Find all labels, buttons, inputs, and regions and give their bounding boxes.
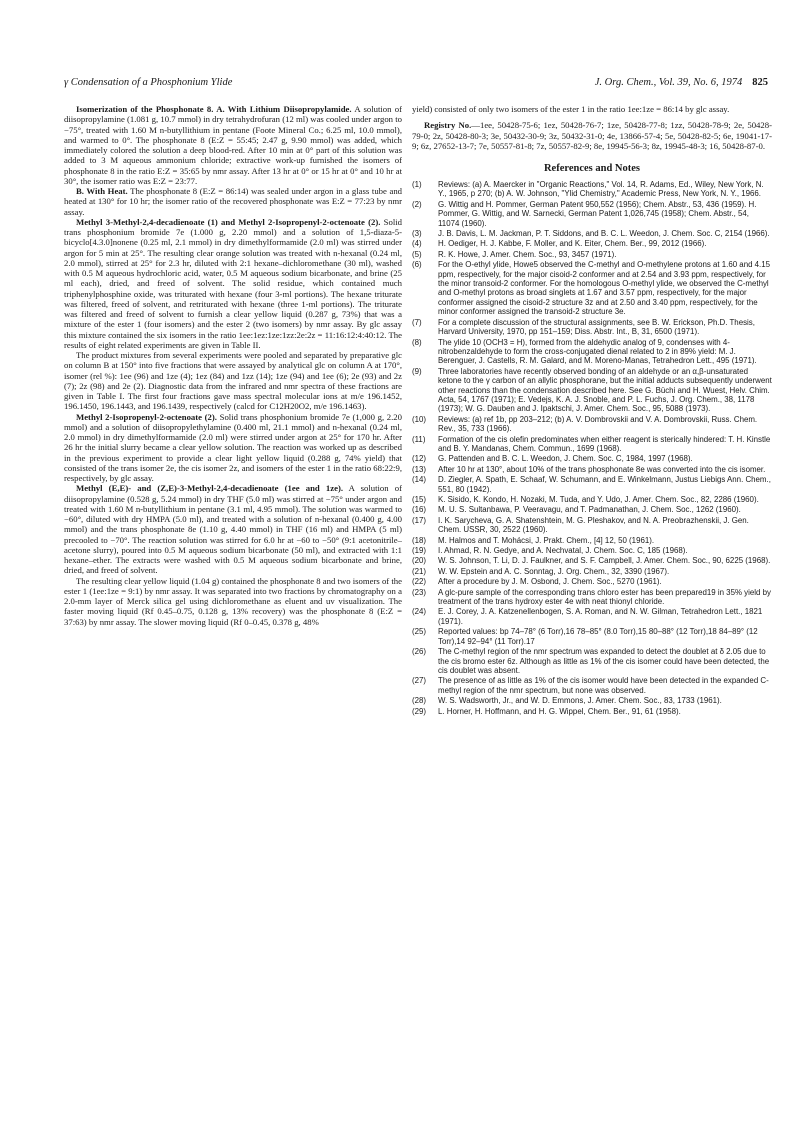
reference-item	[412, 707, 772, 716]
reference-number: (18)	[412, 535, 427, 545]
reference-number: (11)	[412, 434, 426, 444]
reference-number: (10)	[412, 414, 427, 424]
reference-item	[412, 318, 772, 337]
reference-text: For the O-ethyl ylide, Howe5 observed the C-methyl and O-methylene protons at 1.60 and 4.15 ppm, respectively, for the major cisoid-2 conformer and at 2.54 and 3.93 ppm, respectively, for the minor transoid-2 conformer. For the homologous O-methyl ylide, we observed the C-methyl and O-methyl protons as broad singlets at 1.67 and 3.57 ppm, respectively, for the major conformer assigned the cisoid-2 structure 3z and at 2.50 and 3.40 ppm, respectively, for the minor conformer assigned the transoid-2 structure 3e.	[438, 260, 771, 317]
reference-text: G. Wittig and H. Pommer, German Patent 950,552 (1956); Chem. Abstr., 53, 436 (1959). H. Pommer, G. Wittig, and W. Sarnecki, German Patent 1,026,745 (1958); Chem. Abstr., 54, 11074 (1960).	[438, 199, 757, 228]
paragraph-text: Solid trans phosphonium bromide 7e (1,000 g, 2.20 mmol) and a solution of diisopropylethylamine (0.400 ml, 21.1 mmol) and n-hexanal (0.24 ml, 2.0 mmol) in dry dimethylformamide (2.0 ml) were stirred under argon at 25° for 170 hr. After 26 hr the initial slurry became a clear yellow solution. The reaction was worked up as described in the previous experiment to provide a clear light yellow liquid (0.288 g, 74% yield) that consisted of the trans isomer 2e, the cis isomer 2z, and isomers of the ester 1 in the ratio 68:22:9, respectively, by glc assay.	[64, 411, 402, 483]
reference-number: (8)	[412, 337, 422, 347]
reference-number: (20)	[412, 556, 427, 566]
paragraph-text: The resulting clear yellow liquid (1.04 g) contained the phosphonate 8 and two isomers of the ester 1 (1ee:1ze = 9:1) by nmr assay. It was separated into two fractions by chromatography on a 2.0-mm layer of Merck silica gel using dichloromethane as eluent and uv visualization. The faster moving liquid (Rf 0.45–0.75, 0.128 g, 13% recovery) was the phosphonate 8 (E:Z = 37:63) by nmr assay. The slower moving liquid (Rf 0–0.45, 0.378 g, 48%	[64, 575, 402, 627]
paragraph-ee-ze-decadienoate	[64, 483, 402, 575]
reference-item	[412, 260, 772, 316]
paragraph-continuation: yield) consisted of only two isomers of the ester 1 in the ratio 1ee:1ze = 86:14 by glc assay.	[412, 104, 730, 114]
reference-item	[412, 180, 772, 199]
right-column	[412, 104, 772, 1104]
reference-text: Reported values: bp 74–78° (6 Torr),16 78–85° (8.0 Torr),15 80–88° (12 Torr),18 84–89° (12 Torr),14 92–94° (11 Torr).17	[438, 627, 758, 646]
paragraph-lead: Methyl 3-Methyl-2,4-decadienoate (1) and Methyl 2-Isopropenyl-2-octenoate (2).	[76, 216, 381, 227]
reference-number: (4)	[412, 239, 422, 249]
paragraph-text: A solution of diisopropylamine (1.081 g, 10.7 mmol) in dry tetrahydrofuran (12 ml) was cooled under argon to −75°, treated with 1.60 M n-butyllithium in pentane (Foote Mineral Co.; 6.25 ml, 10.0 mmol), and warmed to 0°. The phosphonate 8 (E:Z = 55:45; 2.47 g, 9.90 mmol) was added, which immediately colored the solution a deep blood-red. After 10 min at 0° part of this solution was added to 3 M aqueous ammonium chloride; extractive work-up furnished the isomers of phosphonate 8 in the ratio E:Z = 35:65 by nmr assay. After 13 hr at 0° or 15 hr at 0° and 10 hr at 30°, the isomer ratio was E:Z = 23:77.	[64, 104, 402, 186]
reference-item	[412, 495, 772, 504]
reference-text: I. Ahmad, R. N. Gedye, and A. Nechvatal, J. Chem. Soc. C, 185 (1968).	[438, 546, 688, 556]
reference-text: M. U. S. Sultanbawa, P. Veeravagu, and T. Padmanathan, J. Chem. Soc., 1262 (1960).	[438, 505, 741, 515]
running-header	[64, 77, 768, 93]
reference-number: (26)	[412, 647, 427, 657]
paragraph-product-mixtures	[64, 350, 402, 412]
reference-item	[412, 516, 772, 535]
left-column	[64, 104, 402, 1104]
reference-item	[412, 435, 772, 454]
reference-number: (5)	[412, 249, 422, 259]
reference-item	[412, 536, 772, 545]
reference-text: The presence of as little as 1% of the cis isomer would have been detected in the expanded C-methyl region of the nmr spectrum, but none was observed.	[438, 676, 769, 695]
reference-number: (19)	[412, 546, 427, 556]
reference-number: (29)	[412, 706, 427, 716]
reference-number: (22)	[412, 577, 427, 587]
reference-text: G. Pattenden and B. C. L. Weedon, J. Chem. Soc. C, 1984, 1997 (1968).	[438, 454, 693, 464]
reference-item	[412, 200, 772, 228]
reference-text: The ylide 10 (OCH3 = H), formed from the aldehydic analog of 9, condenses with 4-nitrobenzaldehyde to form the cross-conjugated dienal related to 2 in 89% yield: M. J. Berenguer, J. Castells, R. M. Galard, and M. Moreno-Manas, Tetrahedron Lett., 495 (1971).	[438, 337, 757, 366]
reference-item	[412, 577, 772, 586]
reference-text: W. S. Wadsworth, Jr., and W. D. Emmons, J. Amer. Chem. Soc., 83, 1733 (1961).	[438, 696, 722, 706]
reference-number: (13)	[412, 464, 427, 474]
registry-text: —1ee, 50428-75-6; 1ez, 50428-76-7; 1ze, 50428-77-8; 1zz, 50428-78-9; 2e, 50428-79-0; 2z, 50428-80-3; 3e, 50432-30-9; 3z, 50432-31-0; 4e, 13866-57-4; 5e, 50428-82-5; 6e, 19041-17-9; 6z, 27652-13-7; 7e, 50557-81-8; 7z, 50557-82-9; 8e, 19945-56-3; 8z, 19945-48-3; 16, 50428-87-0.	[412, 120, 772, 151]
reference-text: D. Ziegler, A. Spath, E. Schaaf, W. Schumann, and E. Winkelmann, Justus Liebigs Ann. Chem., 551, 80 (1942).	[438, 475, 771, 494]
reference-text: After a procedure by J. M. Osbond, J. Chem. Soc., 5270 (1961).	[438, 577, 662, 587]
reference-text: Three laboratories have recently observed bonding of an aldehyde or an α,β-unsaturated ketone to the γ carbon of an allylic phosphorane, but the initial adducts subsequently underwent other reactions than the condensation described here. See G. Büchi and H. Wuest, Helv. Chim. Acta, 54, 1767 (1971); E. Vedejs, K. A. J. Snoble, and P. L. Fuchs, J. Org. Chem., 38, 1178 (1973); W. G. Dauben and J. Ipaktschi, J. Amer. Chem. Soc., 95, 5088 (1973).	[438, 366, 772, 414]
paragraph-decadienoate	[64, 217, 402, 350]
running-title: γ Condensation of a Phosphonium Ylide	[64, 77, 233, 88]
paragraph-lead: Methyl 2-Isopropenyl-2-octenoate (2).	[76, 411, 217, 422]
page-number: 825	[752, 77, 768, 88]
journal-citation	[595, 77, 768, 88]
reference-number: (1)	[412, 180, 422, 189]
reference-number: (25)	[412, 627, 427, 637]
paragraph-lead: Methyl (E,E)- and (Z,E)-3-Methyl-2,4-decadienoate (1ee and 1ze).	[76, 483, 344, 494]
reference-text: Reviews: (a) ref 1b, pp 203–212; (b) A. V. Dombrovskii and V. A. Dombrovskii, Russ. Chem. Rev., 35, 733 (1966).	[438, 414, 758, 434]
registry-lead: Registry No.	[424, 120, 472, 131]
reference-item	[412, 250, 772, 259]
reference-number: (28)	[412, 696, 427, 706]
reference-item	[412, 647, 772, 675]
paragraph-text: The product mixtures from several experiments were pooled and separated by preparative glc on column B at 150° into five fractions that were assayed by analytical glc on column A at 170°, isomer (rel %): 1ee (96) and 1ze (4); 1ez (84) and 1zz (14); 1ze (94) and 1ee (6); 2e (93) and 2z (7); 2z (98) and 2e (2). Diagnostic data from the infrared and nmr spectra of these fractions are given in Table I. The first four fractions gave mass spectral molecular ions at m/e 196.1452, 196.1450, 196.1443, and 196.1439, respectively (calcd for C12H20O2, m/e 196.1463).	[64, 350, 402, 412]
paragraph-text: The phosphonate 8 (E:Z = 86:14) was sealed under argon in a glass tube and heated at 130° for 10 hr; the isomer ratio of the recovered phosphonate was E:Z = 77:23 by nmr assay.	[64, 186, 402, 217]
reference-text: R. K. Howe, J. Amer. Chem. Soc., 93, 3457 (1971).	[438, 249, 617, 259]
reference-text: W. S. Johnson, T. Li, D. J. Faulkner, and S. F. Campbell, J. Amer. Chem. Soc., 90, 6225 (1968).	[438, 556, 771, 566]
reference-item	[412, 505, 772, 514]
reference-item	[412, 696, 772, 705]
reference-item	[412, 607, 772, 626]
reference-number: (9)	[412, 366, 422, 376]
reference-item	[412, 229, 772, 238]
reference-item	[412, 546, 772, 555]
reference-item	[412, 588, 772, 607]
paragraph-lead: Isomerization of the Phosphonate 8. A. With Lithium Diisopropylamide.	[76, 104, 352, 114]
reference-item	[412, 454, 772, 463]
reference-text: L. Horner, H. Hoffmann, and H. G. Wippel, Chem. Ber., 91, 61 (1958).	[438, 706, 681, 716]
references-heading: References and Notes	[543, 163, 641, 174]
paragraph-isomerization-b	[64, 186, 402, 217]
reference-text: J. B. Davis, L. M. Jackman, P. T. Siddons, and B. C. L. Weedon, J. Chem. Soc. C, 2154 (1966).	[438, 229, 770, 239]
reference-item	[412, 465, 772, 474]
reference-text: K. Sisido, K. Kondo, H. Nozaki, M. Tuda, and Y. Udo, J. Amer. Chem. Soc., 82, 2286 (1960).	[438, 495, 759, 504]
paragraph-isopropenyl-octenoate	[64, 412, 402, 484]
reference-item	[412, 415, 772, 434]
reference-number: (12)	[412, 454, 427, 464]
paragraph-resulting-liquid	[64, 576, 402, 627]
reference-text: For a complete discussion of the structural assignments, see B. W. Erickson, Ph.D. Thesis, Harvard University, 1970, pp 151–159; Diss. Abstr. Int., B, 31, 6500 (1971).	[438, 317, 755, 337]
reference-number: (2)	[412, 199, 422, 209]
journal-info: J. Org. Chem., Vol. 39, No. 6, 1974	[594, 77, 743, 88]
reference-text: H. Oediger, H. J. Kabbe, F. Moller, and K. Eiter, Chem. Ber., 99, 2012 (1966).	[438, 239, 707, 249]
reference-text: W. W. Epstein and A. C. Sonntag, J. Org. Chem., 32, 3390 (1967).	[438, 566, 670, 576]
reference-number: (14)	[412, 475, 427, 485]
references-list	[412, 180, 772, 716]
reference-text: I. K. Sarycheva, G. A. Shatenshtein, M. G. Pleshakov, and N. A. Preobrazhenskii, J. Gen. Chem. USSR, 30, 2522 (1960).	[438, 515, 749, 535]
reference-number: (15)	[412, 495, 427, 504]
reference-text: After 10 hr at 130°, about 10% of the trans phosphonate 8e was converted into the cis isomer.	[438, 464, 766, 474]
reference-number: (27)	[412, 676, 427, 686]
reference-text: Formation of the cis olefin predominates when either reagent is sterically hindered: T. H. Kinstle and B. Y. Mandanas, Chem. Commun., 1699 (1968).	[438, 434, 771, 453]
reference-text: A glc-pure sample of the corresponding trans chloro ester has been prepared19 in 35% yield by treatment of the trans hydroxy ester 4e with neat thionyl chloride.	[438, 587, 771, 607]
paragraph-isomerization-a	[64, 104, 402, 186]
reference-number: (3)	[412, 229, 422, 239]
reference-number: (21)	[412, 566, 427, 576]
reference-number: (16)	[412, 505, 427, 515]
registry-numbers	[412, 120, 772, 151]
reference-text: The C-methyl region of the nmr spectrum was expanded to detect the doublet at δ 2.05 due to the cis bromo ester 6z. Although as little as 1% of the cis isomer could have been detected, the cis doublet was absent.	[438, 647, 770, 675]
reference-number: (6)	[412, 260, 422, 270]
paragraph-text: Solid trans phosphonium bromide 7e (1.000 g, 2.20 mmol) and a solution of 1,5-diaza-5-bicyclo[4.3.0]nonene (0.25 ml, 2.1 mmol) in dry dimethylformamide (2.0 ml) was stirred under argon for 5 min at 25°. The resulting clear orange solution was treated with n-hexanal (0.24 ml, 2.0 mmol), stirred at 25° for 2.3 hr, diluted with 2:1 hexane–dichloromethane (30 ml), washed with 0.5 M aqueous hydrochloric acid, water, 0.5 M aqueous sodium bicarbonate, and brine (25 ml each), dried, and freed of solvent. The solid residue, which contained much triphenylphosphine oxide, was triturated with hexane (four 3-ml portions). The hexane triturate was filtered, freed of solvent, and retriturated with hexane (three 1-ml portions). The triturate was filtered and freed of solvent to furnish a clear yellow liquid (0.287 g, 73%) that was a mixture of the ester 1 (four isomers) and the ester 2 (two isomers) by nmr assay. By glc assay this mixture contained the six isomers in the ratio 1ee:1ez:1ze:1zz:2e:2z = 11:16:12:4:40:12. The results of eight related experiments are given in Table II.	[64, 216, 402, 350]
reference-item	[412, 567, 772, 576]
reference-number: (17)	[412, 515, 427, 525]
reference-item	[412, 367, 772, 414]
reference-text: Reviews: (a) A. Maercker in "Organic Reactions," Vol. 14, R. Adams, Ed., Wiley, New York, N. Y., 1965, p 270; (b) A. W. Johnson, "Ylid Chemistry," Academic Press, New York, N. Y., 1966.	[438, 180, 764, 199]
reference-number: (23)	[412, 587, 427, 597]
reference-text: M. Halmos and T. Mohácsi, J. Prakt. Chem., [4] 12, 50 (1961).	[438, 535, 655, 545]
reference-item	[412, 475, 772, 494]
reference-text: E. J. Corey, J. A. Katzenellenbogen, S. A. Roman, and N. W. Gilman, Tetrahedron Lett., 1821 (1971).	[438, 607, 763, 626]
paragraph-lead: B. With Heat.	[76, 186, 128, 196]
reference-item	[412, 239, 772, 248]
reference-item	[412, 338, 772, 366]
reference-item	[412, 627, 772, 646]
reference-number: (7)	[412, 317, 422, 327]
reference-item	[412, 556, 772, 565]
reference-item	[412, 676, 772, 695]
reference-number: (24)	[412, 607, 427, 617]
paragraph-text: A solution of diisopropylamine (0.528 g, 5.24 mmol) in dry THF (5.0 ml) was stirred at −75° under argon and treated with 1.60 M n-butyllithium in pentane (3.1 ml, 4.95 mmol). The solution was warmed to −60°, diluted with dry HMPA (5.0 ml), and treated with a solution of n-hexanal (0.400 g, 4.00 mmol) and the trans phosphonate 8e (1.10 g, 4.40 mmol) in THF (16 ml) and HMPA (5 ml) precooled to −70°. The reaction solution was stirred for 6.0 hr at −60 to −50° (9:1 acetonitrile–acetone slurry), poured into 0.5 M aqueous sodium bicarbonate (50 ml), and extracted with 1:1 hexane–ether. The extracts were washed with 0.5 M aqueous sodium bicarbonate and brine, dried, and freed of solvent.	[64, 483, 402, 576]
